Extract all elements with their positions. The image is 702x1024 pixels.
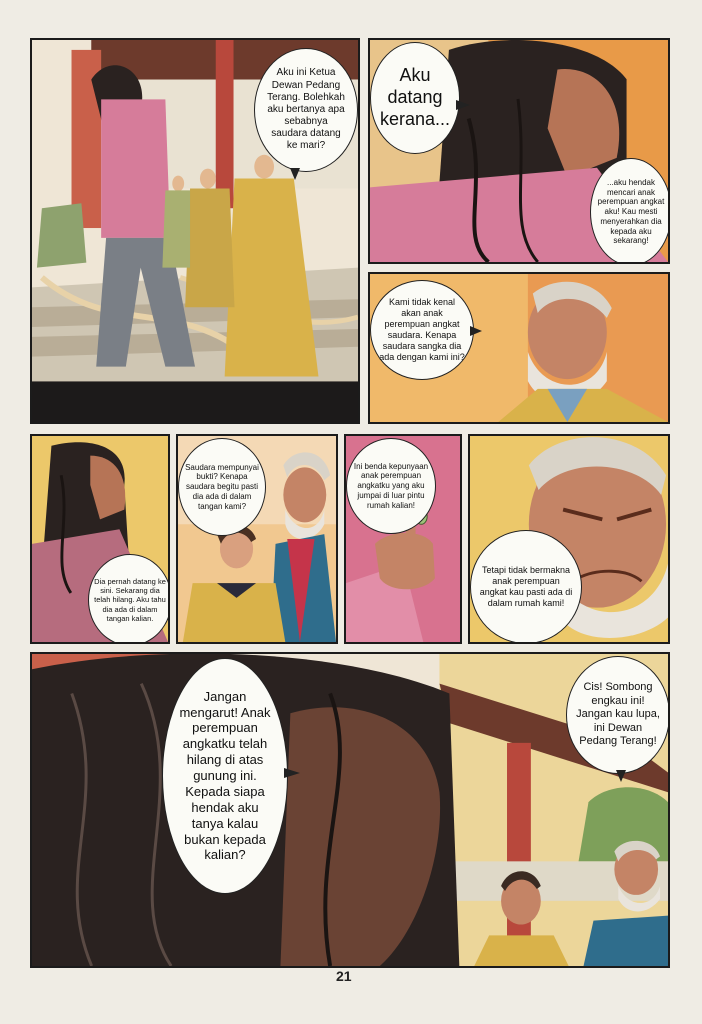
speech-text: Saudara mempunyai bukti? Kenapa saudara begitu pasti dia ada di dalam tangan kami? (185, 462, 259, 511)
speech-bubble (178, 438, 266, 536)
speech-text: Jangan mengarut! Anak perempuan angkatku telah hilang di atas gunung ini. Kepada siapa hendak aku tanya kalau bukan kepada kalian? (179, 688, 271, 863)
speech-bubble (88, 554, 170, 644)
speech-text: Aku ini Ketua Dewan Pedang Terang. Bolehkah aku bertanya apa sebabnya saudara datang ke mari? (267, 67, 345, 152)
panel-2-long-hair (368, 38, 670, 264)
speech-bubble-main (370, 42, 460, 154)
speech-text: Kami tidak kenal akan anak perempuan angkat saudara. Kenapa saudara sangka dia ada dengan kami ini? (379, 297, 465, 362)
panel-5-two-men (176, 434, 338, 644)
speech-text: Aku datang kerana... (379, 65, 451, 129)
bubble-tail (470, 326, 482, 336)
panel-6-hand-ring (344, 434, 462, 644)
panel-8-confrontation (30, 652, 670, 968)
speech-bubble (370, 280, 474, 380)
bubble-tail (616, 770, 626, 782)
speech-text: Cis! Sombong engkau ini! Jangan kau lupa, ini Dewan Pedang Terang! (576, 681, 660, 748)
bubble-tail (290, 168, 300, 180)
speech-text: ...aku hendak mencari anak perempuan angkat aku! Kau mesti menyerahkan dia kepada aku sekarang! (597, 177, 665, 246)
speech-bubble (346, 438, 436, 534)
bubble-tail (456, 100, 470, 110)
page-number: 21 (336, 968, 352, 984)
panel-3-elder (368, 272, 670, 424)
panel-7-angry-elder (468, 434, 670, 644)
speech-bubble (470, 530, 582, 644)
panel-4-long-hair-profile (30, 434, 170, 644)
speech-text: Ini benda kepunyaan anak perempuan angkatku yang aku jumpai di luar pintu rumah kalian! (353, 461, 429, 510)
panel-1-courtyard (30, 38, 360, 424)
speech-text: Dia pernah datang ke sini. Sekarang dia telah hilang. Aku tahu dia ada di dalam tangan kalian. (94, 577, 166, 623)
bubble-tail (284, 768, 300, 778)
speech-bubble (254, 48, 358, 172)
speech-bubble-side (590, 158, 670, 264)
speech-text: Tetapi tidak bermakna anak perempuan angkat kau pasti ada di dalam rumah kami! (479, 565, 573, 608)
speech-bubble-main (162, 658, 288, 894)
speech-bubble-right (566, 656, 670, 774)
